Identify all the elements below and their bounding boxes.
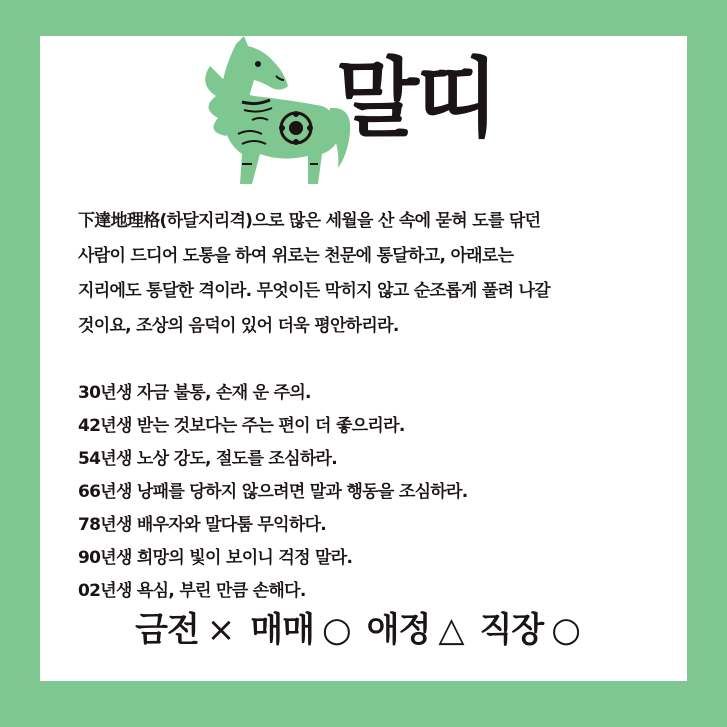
summary-mark-money: × bbox=[206, 610, 235, 650]
year-fortune-line: 66년생 낭패를 당하지 않으려면 말과 행동을 조심하라. bbox=[78, 482, 468, 502]
year-fortune-line: 78년생 배우자와 말다툼 무익하다. bbox=[78, 515, 327, 535]
year-fortune-line: 30년생 자금 불통, 손재 운 주의. bbox=[78, 383, 311, 403]
year-fortune-line: 02년생 욕심, 부린 만큼 손해다. bbox=[78, 581, 306, 601]
year-fortune-line: 90년생 희망의 빛이 보이니 걱정 말라. bbox=[78, 548, 353, 568]
summary-label-money: 금전 bbox=[135, 610, 199, 650]
page-title: 말띠 bbox=[336, 49, 497, 149]
summary-mark-love: △ bbox=[438, 610, 464, 650]
summary-label-love: 애정 bbox=[366, 610, 431, 650]
fortune-text bbox=[78, 204, 678, 608]
summary-label-work: 직장 bbox=[479, 610, 544, 650]
horse-icon bbox=[190, 36, 350, 188]
intro-line: 지리에도 통달한 격이라. 무엇이든 막히지 않고 순조롭게 풀려 나갈 bbox=[78, 281, 550, 301]
spacer bbox=[78, 344, 678, 377]
year-fortune-line: 42년생 받는 것보다는 주는 편이 더 좋으리라. bbox=[78, 416, 405, 436]
summary-label-trade: 매매 bbox=[250, 610, 314, 650]
summary-mark-work: ○ bbox=[551, 610, 580, 650]
fortune-card bbox=[40, 36, 687, 681]
year-fortune-line: 54년생 노상 강도, 절도를 조심하라. bbox=[78, 449, 338, 469]
intro-line: 下達地理格(하달지리격)으로 많은 세월을 산 속에 묻혀 도를 닦던 bbox=[78, 211, 541, 231]
summary-mark-trade: ○ bbox=[322, 610, 351, 650]
intro-line: 것이요, 조상의 음덕이 있어 더욱 평안하리라. bbox=[78, 316, 399, 336]
fortune-summary bbox=[40, 602, 687, 651]
intro-line: 사람이 드디어 도통을 하여 위로는 천문에 통달하고, 아래로는 bbox=[78, 246, 514, 266]
